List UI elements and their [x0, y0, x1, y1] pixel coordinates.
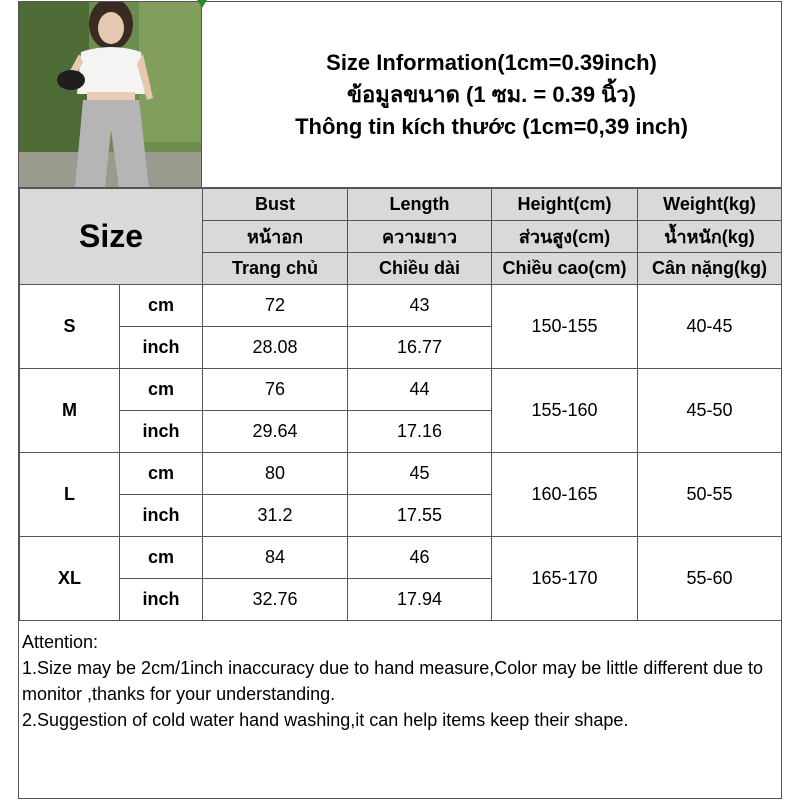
- attention-notes: [19, 627, 781, 797]
- heading-english: Size Information(1cm=0.39inch): [326, 49, 657, 75]
- col-length-th: ความยาว: [348, 221, 492, 253]
- unit-cm: cm: [120, 285, 203, 327]
- unit-cm: cm: [120, 453, 203, 495]
- length-cm: 43: [348, 285, 492, 327]
- length-inch: 17.16: [348, 411, 492, 453]
- col-length-vi: Chiều dài: [348, 253, 492, 285]
- col-height-th: ส่วนสูง(cm): [492, 221, 638, 253]
- length-cm: 44: [348, 369, 492, 411]
- col-weight-en: Weight(kg): [638, 189, 782, 221]
- weight-range: 40-45: [638, 285, 782, 369]
- size-label-xl: XL: [20, 537, 120, 621]
- col-bust-vi: Trang chủ: [203, 253, 348, 285]
- height-range: 160-165: [492, 453, 638, 537]
- size-info-heading: [202, 2, 781, 188]
- unit-inch: inch: [120, 327, 203, 369]
- unit-inch: inch: [120, 495, 203, 537]
- unit-inch: inch: [120, 579, 203, 621]
- length-inch: 16.77: [348, 327, 492, 369]
- size-label-m: M: [20, 369, 120, 453]
- bust-inch: 29.64: [203, 411, 348, 453]
- attention-note-2: 2.Suggestion of cold water hand washing,it can help items keep their shape.: [22, 710, 629, 730]
- bust-cm: 76: [203, 369, 348, 411]
- unit-inch: inch: [120, 411, 203, 453]
- col-weight-th: น้ำหนัก(kg): [638, 221, 782, 253]
- size-label-l: L: [20, 453, 120, 537]
- bust-inch: 28.08: [203, 327, 348, 369]
- weight-range: 55-60: [638, 537, 782, 621]
- unit-cm: cm: [120, 369, 203, 411]
- attention-note-1: 1.Size may be 2cm/1inch inaccuracy due to hand measure,Color may be little different due to monitor ,thanks for your understanding.: [22, 658, 764, 704]
- height-range: 150-155: [492, 285, 638, 369]
- length-cm: 46: [348, 537, 492, 579]
- height-range: 165-170: [492, 537, 638, 621]
- unit-cm: cm: [120, 537, 203, 579]
- weight-range: 50-55: [638, 453, 782, 537]
- heading-thai: ข้อมูลขนาด (1 ซม. = 0.39 นิ้ว): [346, 81, 636, 107]
- bust-cm: 84: [203, 537, 348, 579]
- col-weight-vi: Cân nặng(kg): [638, 253, 782, 285]
- length-inch: 17.55: [348, 495, 492, 537]
- col-length-en: Length: [348, 189, 492, 221]
- col-bust-en: Bust: [203, 189, 348, 221]
- bust-cm: 72: [203, 285, 348, 327]
- size-header: Size: [20, 189, 203, 285]
- bust-inch: 32.76: [203, 579, 348, 621]
- bust-inch: 31.2: [203, 495, 348, 537]
- col-height-en: Height(cm): [492, 189, 638, 221]
- col-bust-th: หน้าอก: [203, 221, 348, 253]
- heading-vietnamese: Thông tin kích thước (1cm=0,39 inch): [295, 113, 688, 139]
- col-height-vi: Chiều cao(cm): [492, 253, 638, 285]
- size-table: [19, 188, 782, 621]
- model-photo: [19, 2, 202, 188]
- size-label-s: S: [20, 285, 120, 369]
- height-range: 155-160: [492, 369, 638, 453]
- length-cm: 45: [348, 453, 492, 495]
- attention-title: Attention:: [22, 632, 99, 652]
- bust-cm: 80: [203, 453, 348, 495]
- weight-range: 45-50: [638, 369, 782, 453]
- length-inch: 17.94: [348, 579, 492, 621]
